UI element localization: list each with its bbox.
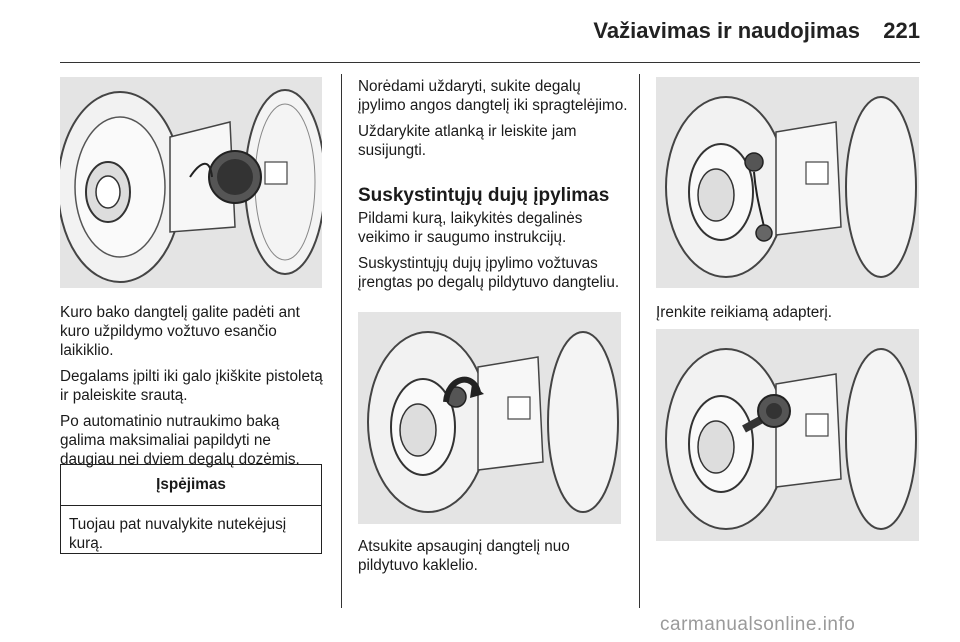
fuel-filler-illustration: [60, 77, 322, 288]
paragraph: Po automatinio nutraukimo baką galima maksimaliai papildyti ne daugiau nei dviem degalų dozėmis.: [60, 413, 300, 468]
figure-fuel-cap-holder: [60, 77, 322, 288]
lpg-cap-removed-illustration: [656, 77, 919, 288]
paragraph: Kuro bako dangtelį galite padėti ant kuro užpildymo vožtuvo esančio laikiklio.: [60, 304, 300, 359]
figure-lpg-adapter-fitted: [656, 329, 919, 541]
column-divider-2: [639, 74, 640, 608]
lpg-cap-illustration: [358, 312, 621, 524]
column-divider-1: [341, 74, 342, 608]
col2-text-bottom: [358, 209, 628, 299]
figure-lpg-cap-removed: [656, 77, 919, 288]
col2-text-top: [358, 77, 628, 167]
paragraph: Suskystintųjų dujų įpylimo vožtuvas įrengtas po degalų pildytuvo dangteliu.: [358, 255, 620, 291]
figure-lpg-cap-removal: [358, 312, 621, 524]
col3-caption: [656, 303, 926, 329]
page-number: 221: [883, 18, 920, 43]
warning-box: [60, 464, 322, 554]
warning-title: Įspėjimas: [61, 465, 321, 506]
col1-text: [60, 303, 328, 476]
header-rule: [60, 62, 920, 63]
footer-watermark: carmanualsonline.info: [660, 614, 856, 635]
paragraph: Uždarykite atlanką ir leiskite jam susijungti.: [358, 123, 577, 159]
caption: Atsukite apsauginį dangtelį nuo pildytuvo kaklelio.: [358, 538, 570, 574]
page-header-title: Važiavimas ir naudojimas: [593, 18, 860, 43]
paragraph: Degalams įpilti iki galo įkiškite pistoletą ir paleiskite srautą.: [60, 368, 323, 404]
section-heading: Suskystintųjų dujų įpylimas: [358, 185, 610, 206]
col2-caption: [358, 537, 628, 582]
lpg-adapter-illustration: [656, 329, 919, 541]
paragraph: Norėdami uždaryti, sukite degalų įpylimo angos dangtelį iki spragtelėjimo.: [358, 78, 628, 114]
paragraph: Pildami kurą, laikykitės degalinės veikimo ir saugumo instrukcijų.: [358, 210, 583, 246]
warning-text: Tuojau pat nuvalykite nutekėjusį kurą.: [69, 516, 287, 552]
caption: Įrenkite reikiamą adapterį.: [656, 304, 832, 321]
